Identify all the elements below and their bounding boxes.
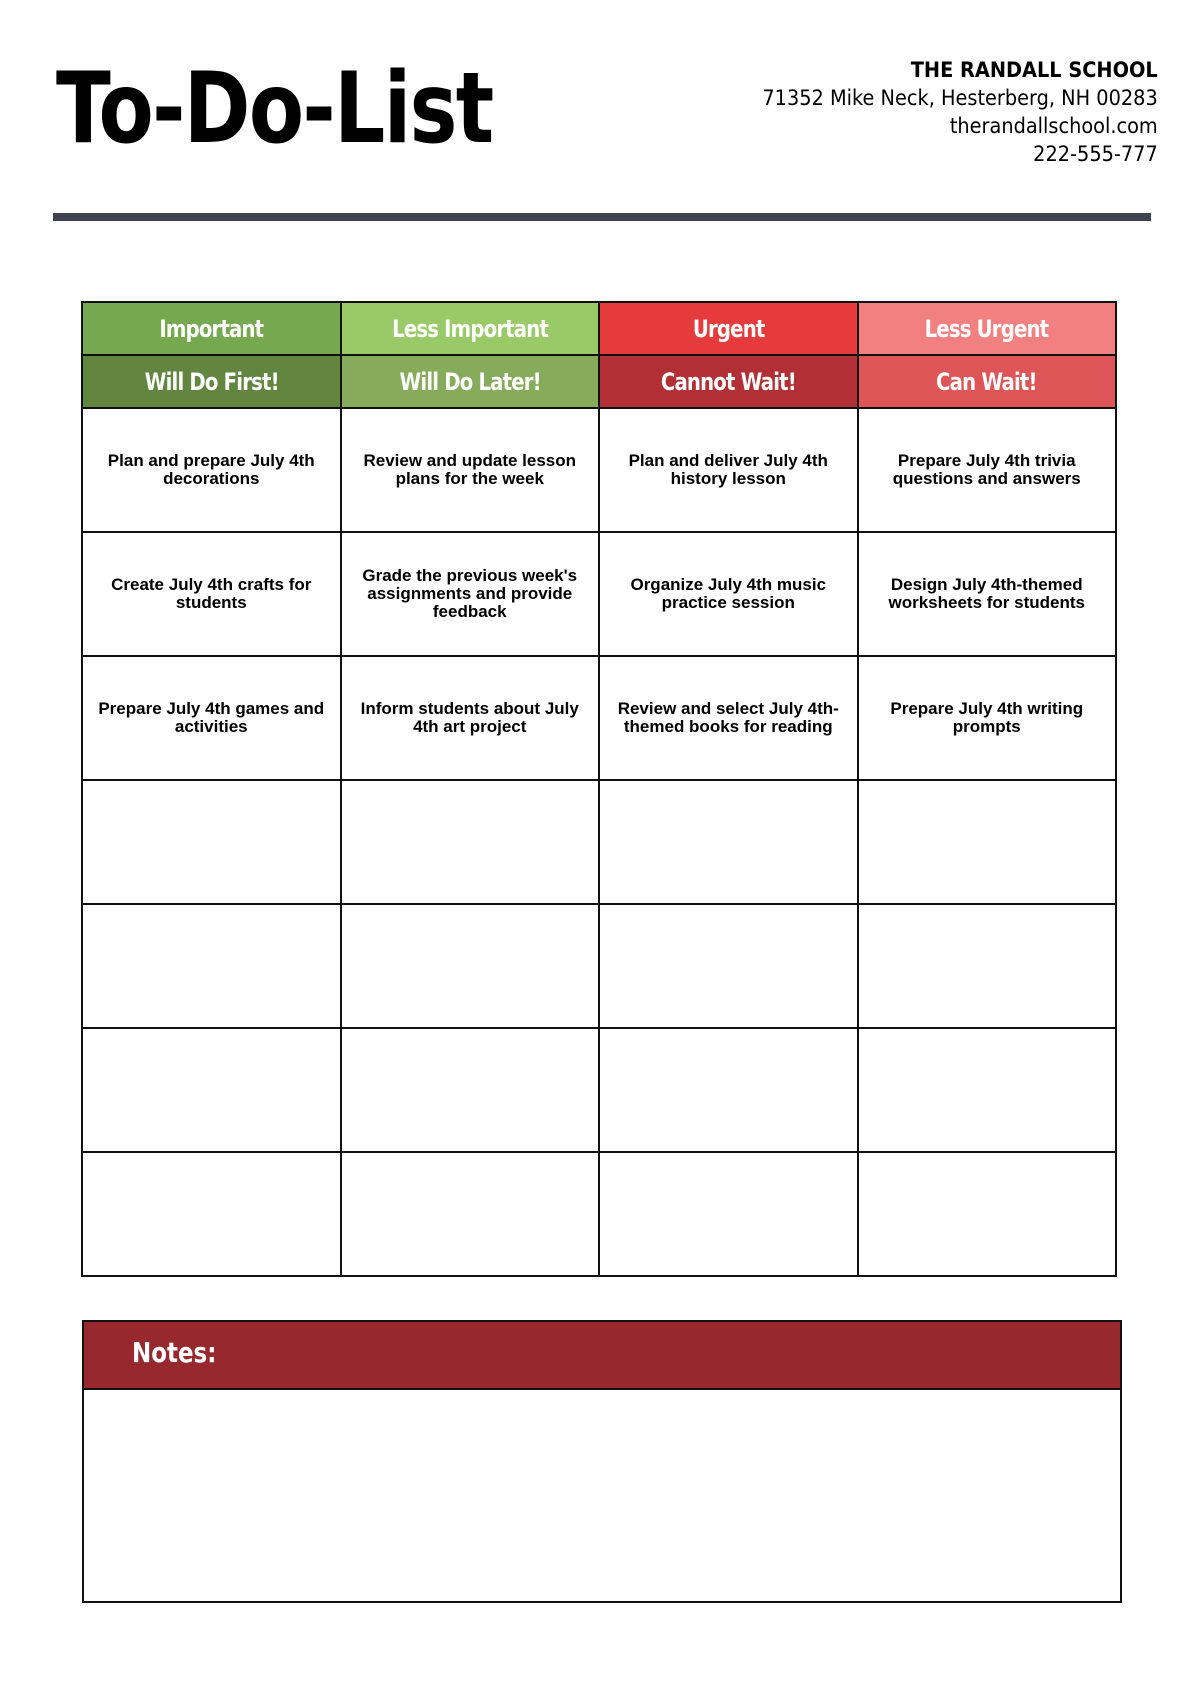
school-address: 71352 Mike Neck, Hesterberg, NH 00283	[762, 86, 1158, 110]
task-cell[interactable]	[82, 904, 341, 1028]
task-cell[interactable]	[858, 1152, 1117, 1276]
column-header-label: Less Urgent	[924, 314, 1049, 343]
column-header-label: Important	[159, 314, 264, 343]
school-website: therandallschool.com	[950, 114, 1158, 138]
task-cell[interactable]: Review and update lesson plans for the week	[341, 408, 600, 532]
task-cell[interactable]	[341, 1028, 600, 1152]
column-header-label: Urgent	[692, 314, 765, 343]
task-cell[interactable]	[341, 904, 600, 1028]
header-row-top	[82, 302, 1116, 355]
column-header	[858, 302, 1117, 355]
table-row	[82, 904, 1116, 1028]
column-header-label: Will Do First!	[144, 367, 279, 396]
task-cell[interactable]: Prepare July 4th games and activities	[82, 656, 341, 780]
table-row	[82, 532, 1116, 656]
task-cell[interactable]: Design July 4th-themed worksheets for students	[858, 532, 1117, 656]
column-header-label: Cannot Wait!	[660, 367, 796, 396]
column-header	[341, 302, 600, 355]
column-header	[341, 355, 600, 408]
task-cell[interactable]: Prepare July 4th trivia questions and answers	[858, 408, 1117, 532]
school-contact	[763, 56, 1158, 168]
todo-table	[81, 301, 1117, 1277]
task-cell[interactable]	[82, 780, 341, 904]
task-cell[interactable]	[341, 780, 600, 904]
task-cell[interactable]	[341, 1152, 600, 1276]
task-cell[interactable]	[82, 1152, 341, 1276]
table-row	[82, 1152, 1116, 1276]
task-cell[interactable]: Create July 4th crafts for students	[82, 532, 341, 656]
school-phone: 222-555-777	[1033, 142, 1158, 166]
column-header	[82, 302, 341, 355]
task-cell[interactable]	[599, 1028, 858, 1152]
task-cell[interactable]	[599, 780, 858, 904]
table-row	[82, 780, 1116, 904]
column-header	[599, 355, 858, 408]
task-cell[interactable]: Inform students about July 4th art project	[341, 656, 600, 780]
table-row	[82, 408, 1116, 532]
task-cell[interactable]: Plan and deliver July 4th history lesson	[599, 408, 858, 532]
task-cell[interactable]: Organize July 4th music practice session	[599, 532, 858, 656]
column-header	[858, 355, 1117, 408]
task-cell[interactable]: Prepare July 4th writing prompts	[858, 656, 1117, 780]
column-header	[599, 302, 858, 355]
page-title: To-Do-List	[56, 52, 493, 166]
divider	[53, 213, 1151, 221]
column-header-label: Can Wait!	[936, 367, 1038, 396]
school-name: THE RANDALL SCHOOL	[910, 58, 1158, 82]
column-header	[82, 355, 341, 408]
notes-section	[82, 1320, 1122, 1603]
task-cell[interactable]: Review and select July 4th-themed books for reading	[599, 656, 858, 780]
task-cell[interactable]: Plan and prepare July 4th decorations	[82, 408, 341, 532]
column-header-label: Less Important	[391, 314, 548, 343]
header-row-sub	[82, 355, 1116, 408]
notes-label: Notes:	[132, 1336, 217, 1369]
table-row	[82, 1028, 1116, 1152]
task-cell[interactable]	[858, 904, 1117, 1028]
notes-header	[84, 1322, 1120, 1390]
task-cell[interactable]	[599, 1152, 858, 1276]
task-cell[interactable]	[82, 1028, 341, 1152]
task-cell[interactable]	[599, 904, 858, 1028]
table-row	[82, 656, 1116, 780]
task-cell[interactable]	[858, 1028, 1117, 1152]
task-cell[interactable]: Grade the previous week's assignments and provide feedback	[341, 532, 600, 656]
task-cell[interactable]	[858, 780, 1117, 904]
column-header-label: Will Do Later!	[399, 367, 541, 396]
